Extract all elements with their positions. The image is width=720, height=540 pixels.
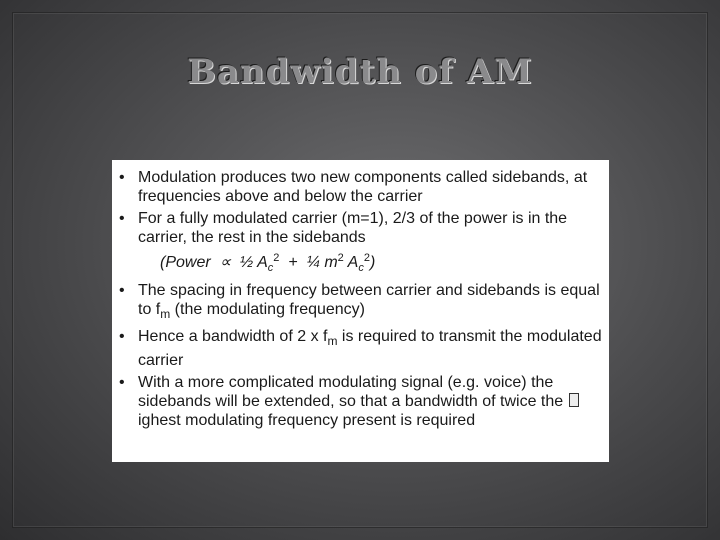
- list-item: • With a more complicated modulating signal (e.g. voice) the sidebands will be extended, so that a bandwidth of twice the ighest modulating frequency present is required: [116, 373, 604, 430]
- item-text: For a fully modulated carrier (m=1), 2/3 of the power is in the carrier, the rest in the sidebands: [138, 210, 568, 246]
- bullet-icon: •: [119, 169, 125, 186]
- list-item: • Hence a bandwidth of 2 x $f_m$ is required to transmit the modulated carrier: [119, 328, 602, 369]
- missing-glyph-icon: [569, 393, 579, 407]
- item-text: Modulation produces two new components called sidebands, at frequencies above and below the carrier: [138, 169, 588, 205]
- bullet-icon: •: [119, 282, 125, 299]
- content-panel: [112, 160, 609, 462]
- list-item: • The spacing in frequency between carrier and sidebands is equal to $f_m$ (the modulating frequency): [119, 282, 600, 321]
- bullet-icon: •: [119, 210, 125, 227]
- list-item: [116, 209, 604, 247]
- proportional-icon: ∝: [219, 254, 232, 271]
- list-item: [116, 168, 604, 206]
- power-formula: (Power ∝ ½ $A_c^2$ + ¼ $m^2$ $A_c^2$): [160, 252, 376, 274]
- bullet-list: [116, 168, 604, 433]
- bullet-icon: •: [119, 328, 125, 345]
- slide-title: Bandwidth of AM: [187, 52, 533, 92]
- bullet-icon: •: [119, 374, 125, 391]
